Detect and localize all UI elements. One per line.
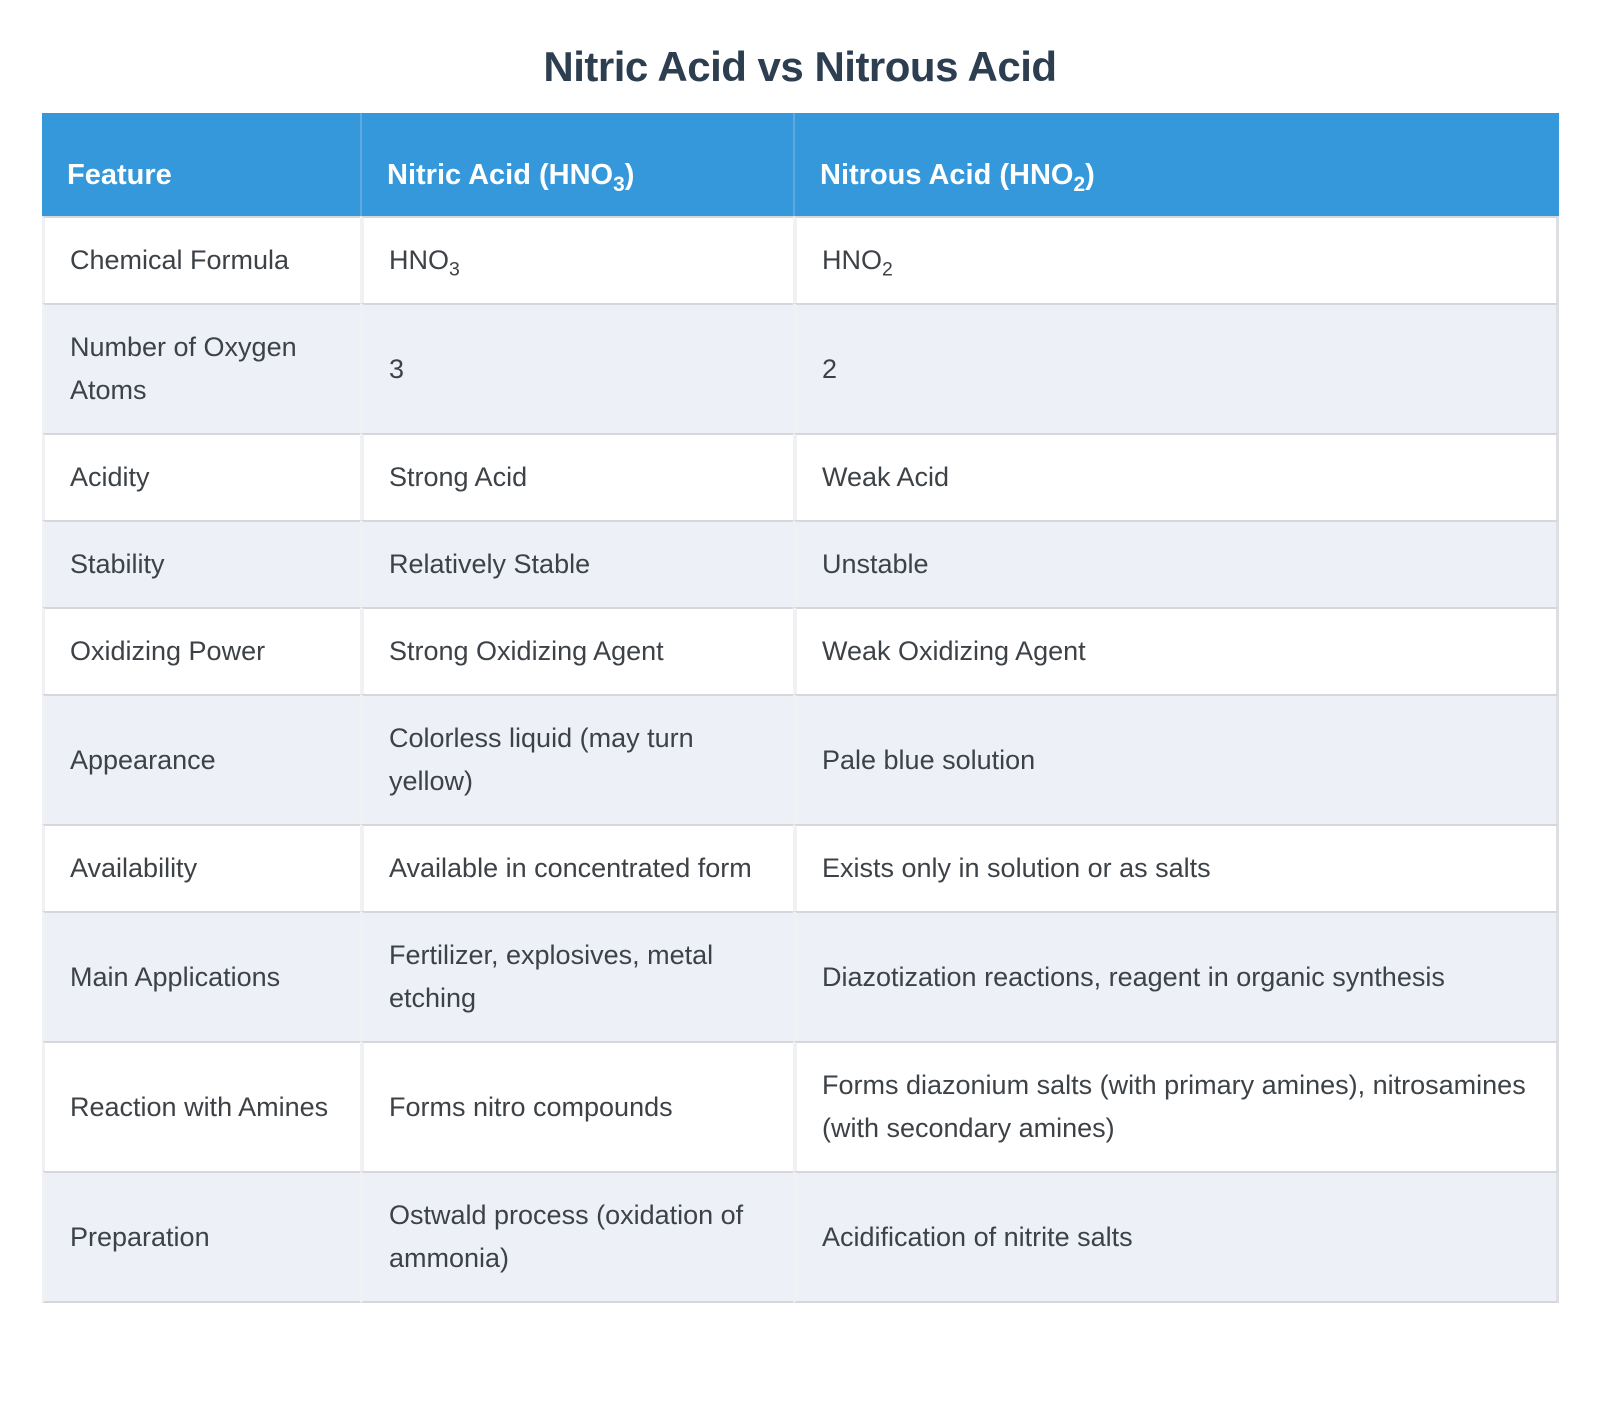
cell-feature: Stability (42, 520, 360, 607)
table-header (42, 113, 1559, 216)
cell-feature: Availability (42, 824, 360, 911)
table-row-appearance (42, 694, 1559, 824)
cell-feature: Main Applications (42, 911, 360, 1041)
cell-feature: Reaction with Amines (42, 1041, 360, 1171)
column-header-nitrous-label: Nitrous Acid (HNO (820, 159, 1074, 191)
table-row-stability (42, 520, 1559, 607)
cell-nitrous: Pale blue solution (793, 694, 1559, 824)
nitric-header-subscript: 3 (613, 172, 625, 196)
page-title: Nitric Acid vs Nitrous Acid (543, 43, 1057, 90)
nitrous-header-subscript: 2 (1073, 172, 1086, 196)
column-header-nitrous-acid (793, 113, 1559, 216)
table-row-acidity (42, 433, 1559, 520)
table-row-availability (42, 824, 1559, 911)
table-row-oxidizing-power (42, 607, 1559, 694)
cell-nitric: Strong Acid (360, 433, 793, 520)
feature-label: Chemical Formula (70, 245, 290, 275)
table-row-main-applications (42, 911, 1559, 1041)
cell-nitrous: Acidification of nitrite salts (793, 1171, 1559, 1303)
nitrous-formula-subscript: 2 (882, 258, 893, 281)
cell-feature: Number of Oxygen Atoms (42, 303, 360, 433)
column-header-nitric-label: Nitric Acid (HNO (387, 159, 614, 191)
nitric-formula-base: HNO (389, 245, 449, 275)
cell-feature: Oxidizing Power (42, 607, 360, 694)
table-row-chemical-formula (42, 216, 1559, 303)
cell-nitric: Ostwald process (oxidation of ammonia) (360, 1171, 793, 1303)
cell-feature: Preparation (42, 1171, 360, 1303)
nitrous-header-paren: ) (1085, 159, 1095, 191)
cell-nitrous: 2 (793, 303, 1559, 433)
table-row-oxygen-atoms (42, 303, 1559, 433)
table-row-preparation (42, 1171, 1559, 1303)
cell-feature: Appearance (42, 694, 360, 824)
cell-nitrous: Weak Oxidizing Agent (793, 607, 1559, 694)
column-header-feature-label: Feature (67, 159, 172, 191)
cell-nitric: Colorless liquid (may turn yellow) (360, 694, 793, 824)
cell-nitrous (793, 216, 1559, 303)
cell-nitric (360, 216, 793, 303)
cell-feature: Acidity (42, 433, 360, 520)
cell-nitric: Forms nitro compounds (360, 1041, 793, 1171)
cell-nitrous: Diazotization reactions, reagent in organic synthesis (793, 911, 1559, 1041)
cell-nitric: 3 (360, 303, 793, 433)
cell-feature (42, 216, 360, 303)
cell-nitric: Fertilizer, explosives, metal etching (360, 911, 793, 1041)
nitric-formula-subscript: 3 (449, 258, 460, 281)
cell-nitrous: Forms diazonium salts (with primary amines), nitrosamines (with secondary amines) (793, 1041, 1559, 1171)
column-header-nitric-acid (360, 113, 793, 216)
comparison-table (42, 113, 1559, 1303)
table-row-reaction-with-amines (42, 1041, 1559, 1171)
nitrous-formula-base: HNO (822, 245, 882, 275)
cell-nitrous: Weak Acid (793, 433, 1559, 520)
cell-nitrous: Exists only in solution or as salts (793, 824, 1559, 911)
cell-nitric: Available in concentrated form (360, 824, 793, 911)
header-row (42, 113, 1559, 216)
column-header-feature (42, 113, 360, 216)
cell-nitric: Strong Oxidizing Agent (360, 607, 793, 694)
nitric-header-paren: ) (624, 159, 635, 191)
cell-nitrous: Unstable (793, 520, 1559, 607)
cell-nitric: Relatively Stable (360, 520, 793, 607)
